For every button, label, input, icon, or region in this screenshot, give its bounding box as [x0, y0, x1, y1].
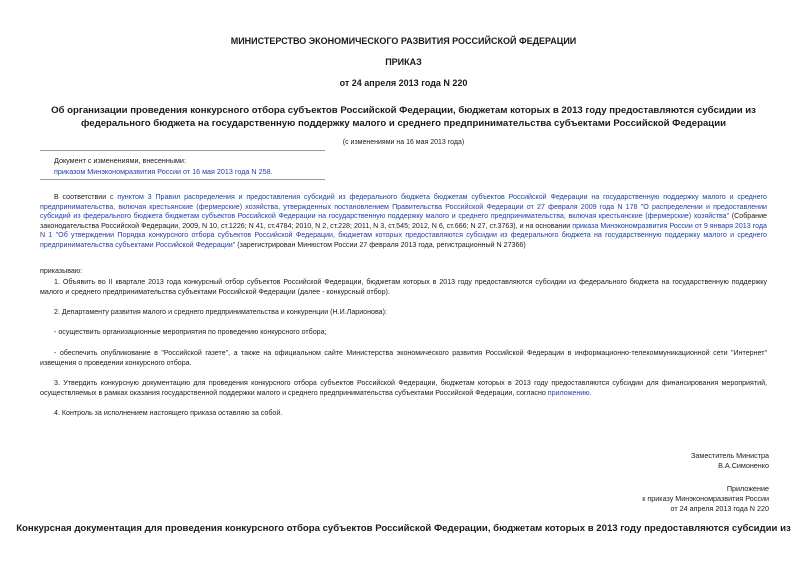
- rules-link[interactable]: пунктом 3 Правил распределения и предоставления субсидий из федерального бюджета бюджетам субъектов Российской Федерации на государственную поддержку малого и среднего предпринимательства, включая крестьянские (фермерские) хозяйства, утвержденных постановлением Правительства Российской Федерации от 27 февраля 2009 года N 178 "О распределении и предоставлении субсидий из федерального бюджета бюджетам субъектов Российской Федерации на государственную поддержку малого и среднего предпринимательства, включая крестьянские (фермерские) хозяйства": [40, 193, 768, 221]
- item-2: 2. Департаменту развития малого и среднего предпринимательства и конкуренции (Н.И.Ларионова):: [54, 308, 387, 316]
- preamble-text-3: (зарегистрирован Минюстом России 27 февраля 2013 года, регистрационный N 27366): [235, 240, 526, 249]
- order-link[interactable]: приказа Минэкономразвития России от 9 января 2013 года N 1 "Об утверждении Порядка конкурсного отбора субъектов Российской Федерации, бюджетам которых предоставляются субсидии из федерального бюджета на государственную поддержку малого и среднего предпринимательства субъектами Российской Федерации": [40, 221, 767, 249]
- changes-box-intro: Документ с изменениями, внесенными:: [54, 156, 186, 165]
- item-3-end: .: [589, 388, 592, 397]
- revision-note: (с изменениями на 16 мая 2013 года): [342, 139, 465, 146]
- changes-link[interactable]: приказом Минэкономразвития России от 16 мая 2013 года N 258.: [54, 167, 273, 176]
- doc-date-number: от 24 апреля 2013 года N 220: [339, 78, 468, 88]
- changes-box: [40, 155, 325, 177]
- signature-block: [691, 451, 769, 471]
- appendix-ref: к приказу Минэкономразвития России: [642, 494, 769, 503]
- item-2a: - осуществить организационные мероприятия по проведению конкурсного отбора;: [54, 328, 327, 336]
- item-3: [40, 379, 767, 398]
- appendix-date: от 24 апреля 2013 года N 220: [670, 504, 769, 513]
- appendix-heading: Конкурсная документация для проведения конкурсного отбора субъектов Российской Федерации, бюджетам которых в 2013 году предоставляются субсидии из: [16, 523, 791, 534]
- appendix-link[interactable]: приложению: [547, 388, 590, 397]
- item-4: 4. Контроль за исполнением настоящего приказа оставляю за собой.: [54, 409, 283, 417]
- appendix-block: [642, 484, 769, 514]
- doc-title: Об организации проведения конкурсного отбора субъектов Российской Федерации, бюджетам которых в 2013 году предоставляются субсидии из федерального бюджета на государственную поддержку малого и среднего предпринимательства субъектами Российской Федерации: [51, 105, 756, 129]
- changes-box-bottom-rule: [40, 179, 325, 180]
- doc-type: ПРИКАЗ: [385, 57, 422, 67]
- appendix-label: Приложение: [726, 484, 769, 493]
- signature-position: Заместитель Министра: [691, 451, 769, 460]
- preamble-text-1: В соответствии с: [54, 193, 118, 201]
- ministry-header: МИНИСТЕРСТВО ЭКОНОМИЧЕСКОГО РАЗВИТИЯ РОССИЙСКОЙ ФЕДЕРАЦИИ: [230, 36, 577, 46]
- item-1: 1. Объявить во II квартале 2013 года конкурсный отбор субъектов Российской Федерации, бюджетам которых в 2013 году предоставляются субсидии из федерального бюджета на государственную поддержку малого и среднего предпринимательства субъектами Российской Федерации (далее - конкурсный отбор).: [40, 278, 767, 296]
- preamble-paragraph: [40, 193, 767, 251]
- preamble-text-2: (Собрание законодательства Российской Федерации, 2009, N 10, ст.1226; N 41, ст.4784; 2010, N 2, ст.228; 2011, N 3, ст.545; 2012, N 6, ст.666; N 27, ст.3763), и на основании: [40, 212, 767, 230]
- item-3-text: 3. Утвердить конкурсную документацию для проведения конкурсного отбора субъектов Российской Федерации, бюджетам которых в 2013 году предоставляются субсидии для финансирования мероприятий, осуществляемых в рамках оказания государственной поддержки малого и среднего предпринимательства субъектами Российской Федерации, согласно: [40, 379, 767, 397]
- changes-box-top-rule: [40, 150, 325, 151]
- item-2b: - обеспечить опубликование в "Российской газете", а также на официальном сайте Министерства экономического развития Российской Федерации в информационно-телекоммуникационной сети "Интернет" извещения о проведении конкурсного отбора.: [40, 349, 767, 367]
- order-word: приказываю:: [40, 267, 83, 275]
- signature-name: В.А.Симоненко: [718, 461, 769, 470]
